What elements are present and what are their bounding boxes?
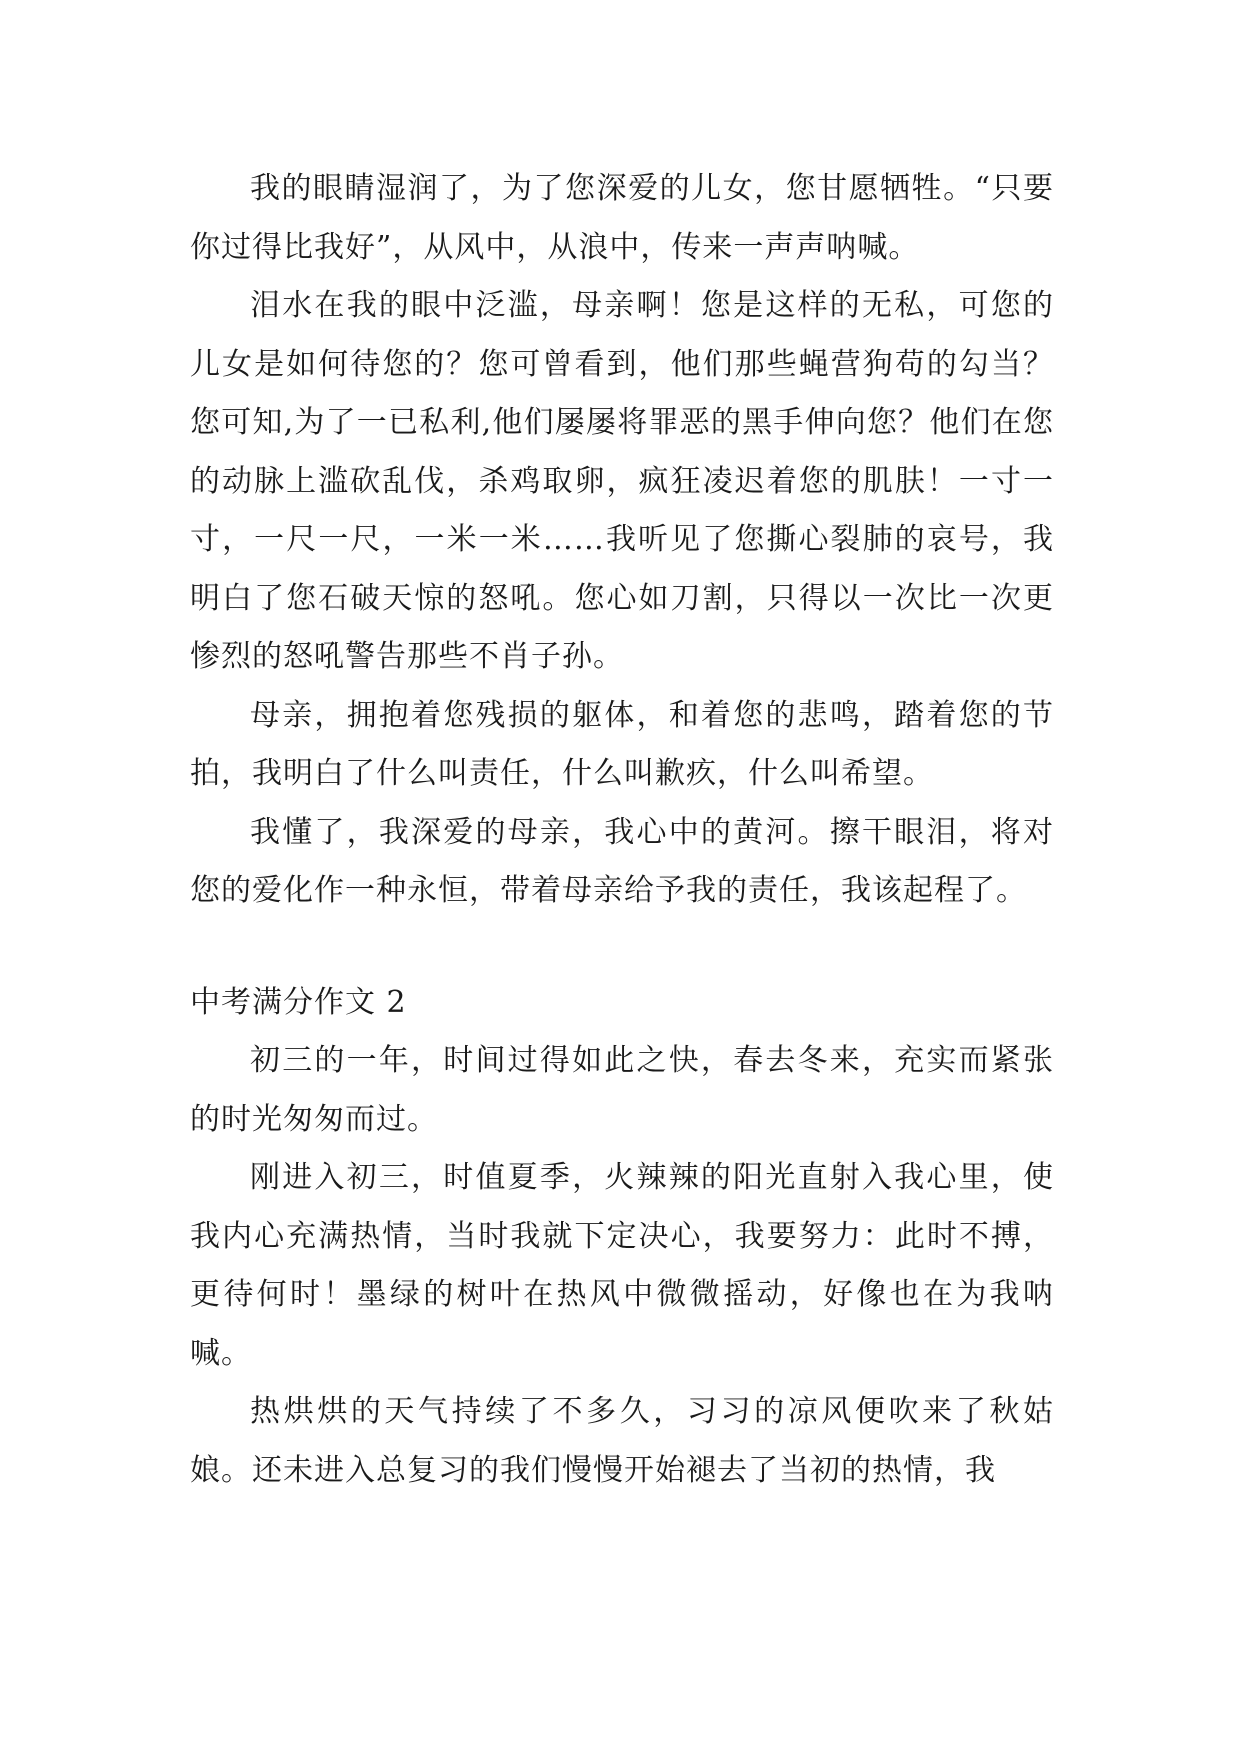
paragraph: 我懂了，我深爱的母亲，我心中的黄河。擦干眼泪，将对您的爱化作一种永恒，带着母亲给予我的责任，我该起程了。 bbox=[190, 814, 1054, 908]
document-body bbox=[190, 160, 1054, 1500]
paragraph: 刚进入初三，时值夏季，火辣辣的阳光直射入我心里，使我内心充满热情，当时我就下定决心，我要努力：此时不搏，更待何时！墨绿的树叶在热风中微微摇动，好像也在为我呐喊。 bbox=[190, 1160, 1054, 1371]
paragraph: 泪水在我的眼中泛滥，母亲啊！您是这样的无私，可您的儿女是如何待您的？您可曾看到，他们那些蝇营狗苟的勾当？您可知,为了一已私利,他们屡屡将罪恶的黑手伸向您？他们在您的动脉上滥砍乱伐，杀鸡取卵，疯狂凌迟着您的肌肤！一寸一寸，一尺一尺，一米一米……我听见了您撕心裂肺的哀号，我明白了您石破天惊的怒吼。您心如刀割，只得以一次比一次更惨烈的怒吼警告那些不肖子孙。 bbox=[190, 288, 1054, 674]
paragraph: 初三的一年，时间过得如此之快，春去冬来，充实而紧张的时光匆匆而过。 bbox=[190, 1043, 1054, 1137]
paragraph: 我的眼睛湿润了，为了您深爱的儿女，您甘愿牺牲。“只要你过得比我好”，从风中，从浪中，传来一声声呐喊。 bbox=[190, 171, 1054, 265]
paragraph: 母亲，拥抱着您残损的躯体，和着您的悲鸣，踏着您的节拍，我明白了什么叫责任，什么叫歉疚，什么叫希望。 bbox=[190, 697, 1054, 791]
paragraph: 热烘烘的天气持续了不多久，习习的凉风便吹来了秋姑娘。还未进入总复习的我们慢慢开始褪去了当初的热情，我 bbox=[190, 1394, 1054, 1488]
essay-title: 中考满分作文 2 bbox=[190, 984, 407, 1020]
